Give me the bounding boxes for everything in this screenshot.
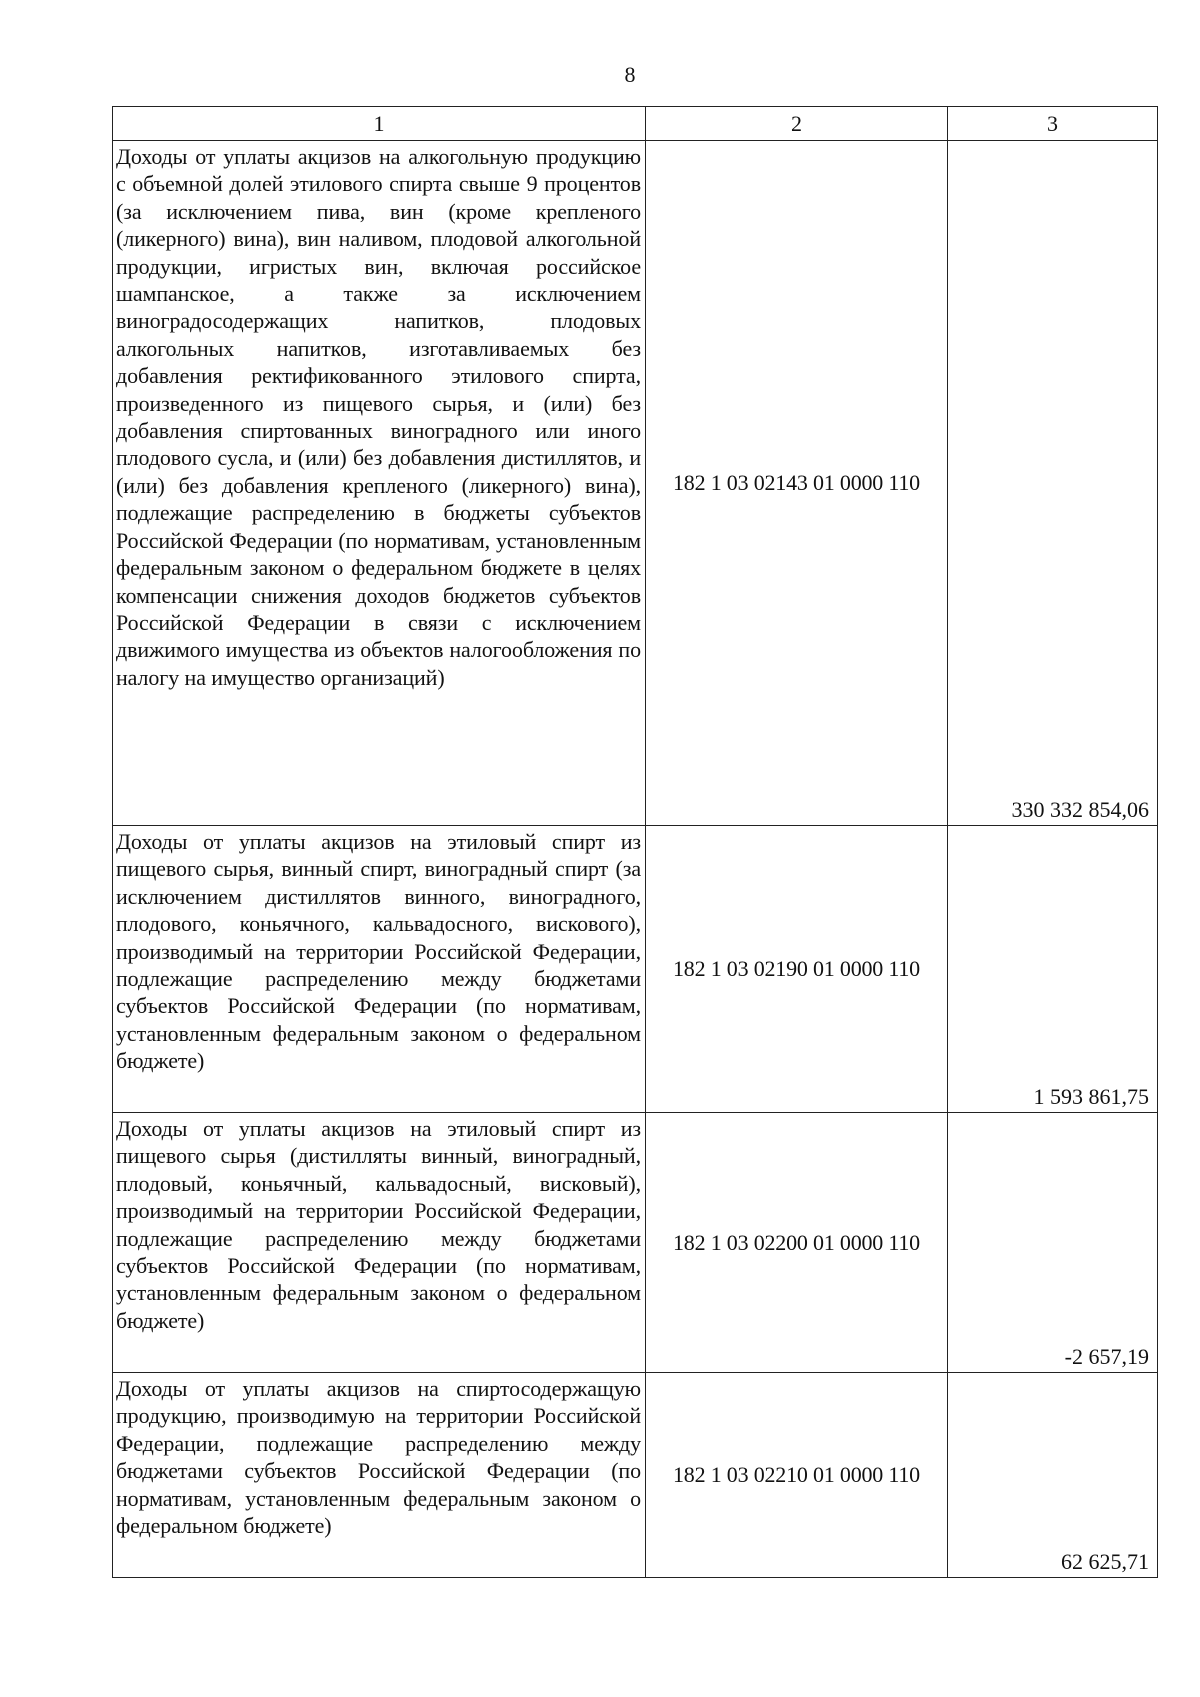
- revenue-description: Доходы от уплаты акцизов на этиловый спирт из пищевого сырья (дистилляты винный, виноградный, плодовый, коньячный, кальвадосный, висковый), производимый на территории Российской Федерации, подлежащие распределению между бюджетами субъектов Российской Федерации (по нормативам, установленным федеральным законом о федеральном бюджете): [113, 1113, 646, 1373]
- table-row: [113, 826, 1158, 1113]
- budget-classification-code: 182 1 03 02200 01 0000 110: [646, 1113, 948, 1373]
- revenue-description: Доходы от уплаты акцизов на алкогольную продукцию с объемной долей этилового спирта свыше 9 процентов (за исключением пива, вин (кроме крепленого (ликерного) вина), вин наливом, плодовой алкогольной продукции, игристых вин, включая российское шампанское, а также за исключением виноградосодержащих напитков, плодовых алкогольных напитков, изготавливаемых без добавления ректификованного этилового спирта, произведенного из пищевого сырья, и (или) без добавления спиртованных виноградного или иного плодового сусла, и (или) без добавления дистиллятов, и (или) без добавления крепленого (ликерного) вина), подлежащие распределению в бюджеты субъектов Российской Федерации (по нормативам, установленным федеральным законом о федеральном бюджете в целях компенсации снижения доходов бюджетов субъектов Российской Федерации в связи с исключением движимого имущества из объектов налогообложения по налогу на имущество организаций): [113, 141, 646, 826]
- revenue-description: Доходы от уплаты акцизов на этиловый спирт из пищевого сырья, винный спирт, виноградный спирт (за исключением дистиллятов винного, виноградного, плодового, коньячного, кальвадосного, вискового), производимый на территории Российской Федерации, подлежащие распределению между бюджетами субъектов Российской Федерации (по нормативам, установленным федеральным законом о федеральном бюджете): [113, 826, 646, 1113]
- revenue-description: Доходы от уплаты акцизов на спиртосодержащую продукцию, производимую на территории Российской Федерации, подлежащие распределению между бюджетами субъектов Российской Федерации (по нормативам, установленным федеральным законом о федеральном бюджете): [113, 1373, 646, 1578]
- revenue-amount: -2 657,19: [948, 1113, 1158, 1373]
- table-row: [113, 141, 1158, 826]
- header-col-2: 2: [646, 107, 948, 141]
- budget-classification-code: 182 1 03 02210 01 0000 110: [646, 1373, 948, 1578]
- header-col-1: 1: [113, 107, 646, 141]
- revenue-table: [112, 106, 1158, 1578]
- budget-classification-code: 182 1 03 02190 01 0000 110: [646, 826, 948, 1113]
- revenue-amount: 62 625,71: [948, 1373, 1158, 1578]
- revenue-amount: 330 332 854,06: [948, 141, 1158, 826]
- page-number: 8: [624, 62, 636, 87]
- header-col-3: 3: [948, 107, 1158, 141]
- table-row: [113, 1373, 1158, 1578]
- budget-classification-code: 182 1 03 02143 01 0000 110: [646, 141, 948, 826]
- table-header-row: [113, 107, 1158, 141]
- revenue-amount: 1 593 861,75: [948, 826, 1158, 1113]
- table-row: [113, 1113, 1158, 1373]
